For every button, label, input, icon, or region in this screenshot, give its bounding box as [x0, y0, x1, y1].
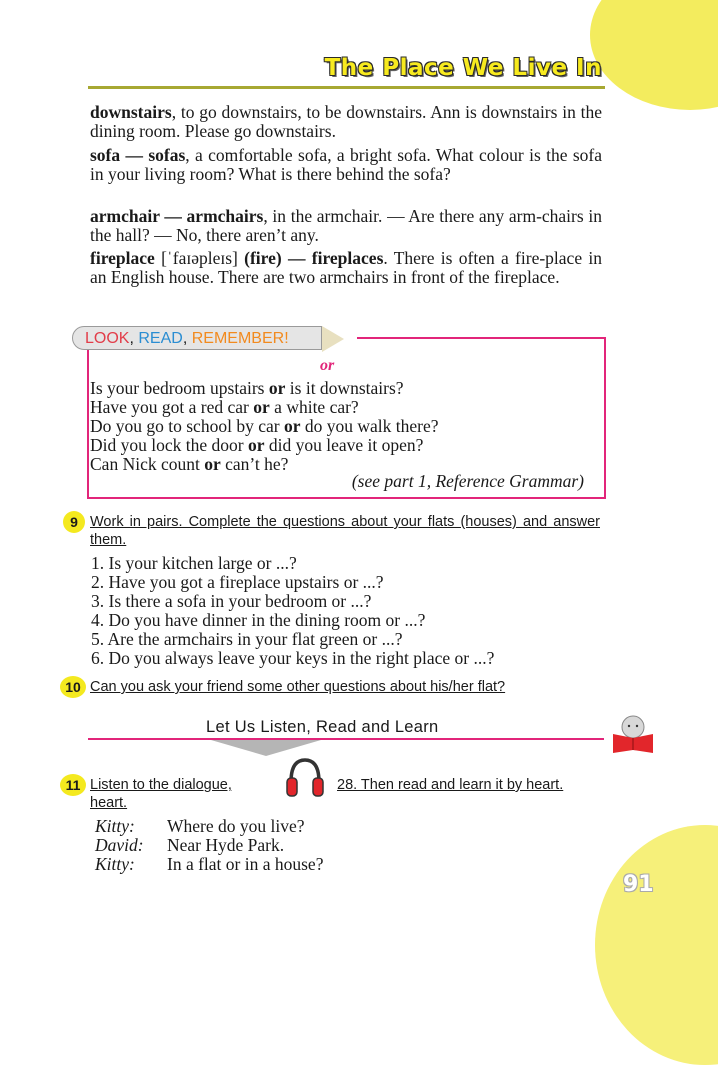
example-sentence: Can Nick count or can’t he? [90, 454, 289, 474]
example-sentence: Did you lock the door or did you leave it open? [90, 435, 424, 455]
exercise-9-instruction: Work in pairs. Complete the questions about your flats (houses) and answer them. [90, 514, 600, 548]
dialogue-speaker: Kitty: [95, 816, 135, 836]
exercise-9-item: 2. Have you got a fireplace upstairs or ...? [91, 572, 384, 592]
exercise-9-item: 3. Is there a sofa in your bedroom or ...? [91, 591, 372, 611]
book-character-icon [611, 714, 655, 754]
title-rule [88, 86, 605, 89]
dialogue-line: In a flat or in a house? [167, 854, 324, 874]
section-heading: Let Us Listen, Read and Learn [206, 718, 439, 736]
exercise-9-item: 1. Is your kitchen large or ...? [91, 553, 297, 573]
exercise-11-instruction-end: 28. Then read and learn it by heart. [337, 777, 564, 793]
grammar-key-word: or [320, 357, 335, 374]
look-read-remember-pencil-label: LOOK, READ, REMEMBER! [72, 326, 322, 350]
section-divider [88, 738, 604, 740]
exercise-10-instruction: Can you ask your friend some other questions about his/her flat? [90, 679, 506, 695]
vocab-entry-downstairs: downstairs, to go downstairs, to be downstairs. Ann is downstairs in the dining room. Please go downstairs. [90, 102, 602, 141]
dialogue-speaker: Kitty: [95, 854, 135, 874]
example-sentence: Have you got a red car or a white car? [90, 397, 359, 417]
vocab-entry-sofa: sofa — sofas, a comfortable sofa, a bright sofa. What colour is the sofa in your living room? What is there behind the sofa? [90, 145, 602, 184]
headphones-icon [285, 756, 325, 800]
exercise-11-instruction-start: Listen to the dialogue, [90, 777, 232, 793]
exercise-number-10: 10 [60, 676, 86, 698]
exercise-9-item: 5. Are the armchairs in your flat green or ...? [91, 629, 403, 649]
exercise-9-item: 4. Do you have dinner in the dining room or ...? [91, 610, 426, 630]
reference-note: (see part 1, Reference Grammar) [351, 471, 584, 491]
vocab-entry-armchair: armchair — armchairs, in the armchair. — Are there any arm-chairs in the hall? — No, there aren’t any. [90, 206, 602, 245]
dialogue-line: Near Hyde Park. [167, 835, 285, 855]
exercise-11-instruction-tail: heart. [90, 795, 128, 811]
corner-decoration-top [590, 0, 718, 110]
exercise-9-item: 6. Do you always leave your keys in the right place or ...? [91, 648, 495, 668]
corner-decoration-bottom [595, 825, 718, 1065]
section-arrow-icon [211, 740, 321, 756]
page-number: 91 [623, 872, 654, 897]
exercise-number-11: 11 [60, 774, 86, 796]
vocab-entry-fireplace: fireplace [ˈfaɪəpleɪs] (fire) — fireplaces. There is often a fire-place in an English house. There are two armchairs in front of the fireplace. [90, 248, 602, 287]
dialogue-line: Where do you live? [167, 816, 305, 836]
dialogue-speaker: David: [95, 835, 144, 855]
box-top-border [357, 337, 604, 339]
exercise-number-9: 9 [63, 511, 85, 533]
page-title: The Place We Live In [324, 55, 602, 81]
example-sentence: Is your bedroom upstairs or is it downstairs? [90, 378, 404, 398]
pencil-tip-icon [322, 326, 344, 352]
example-sentence: Do you go to school by car or do you walk there? [90, 416, 439, 436]
